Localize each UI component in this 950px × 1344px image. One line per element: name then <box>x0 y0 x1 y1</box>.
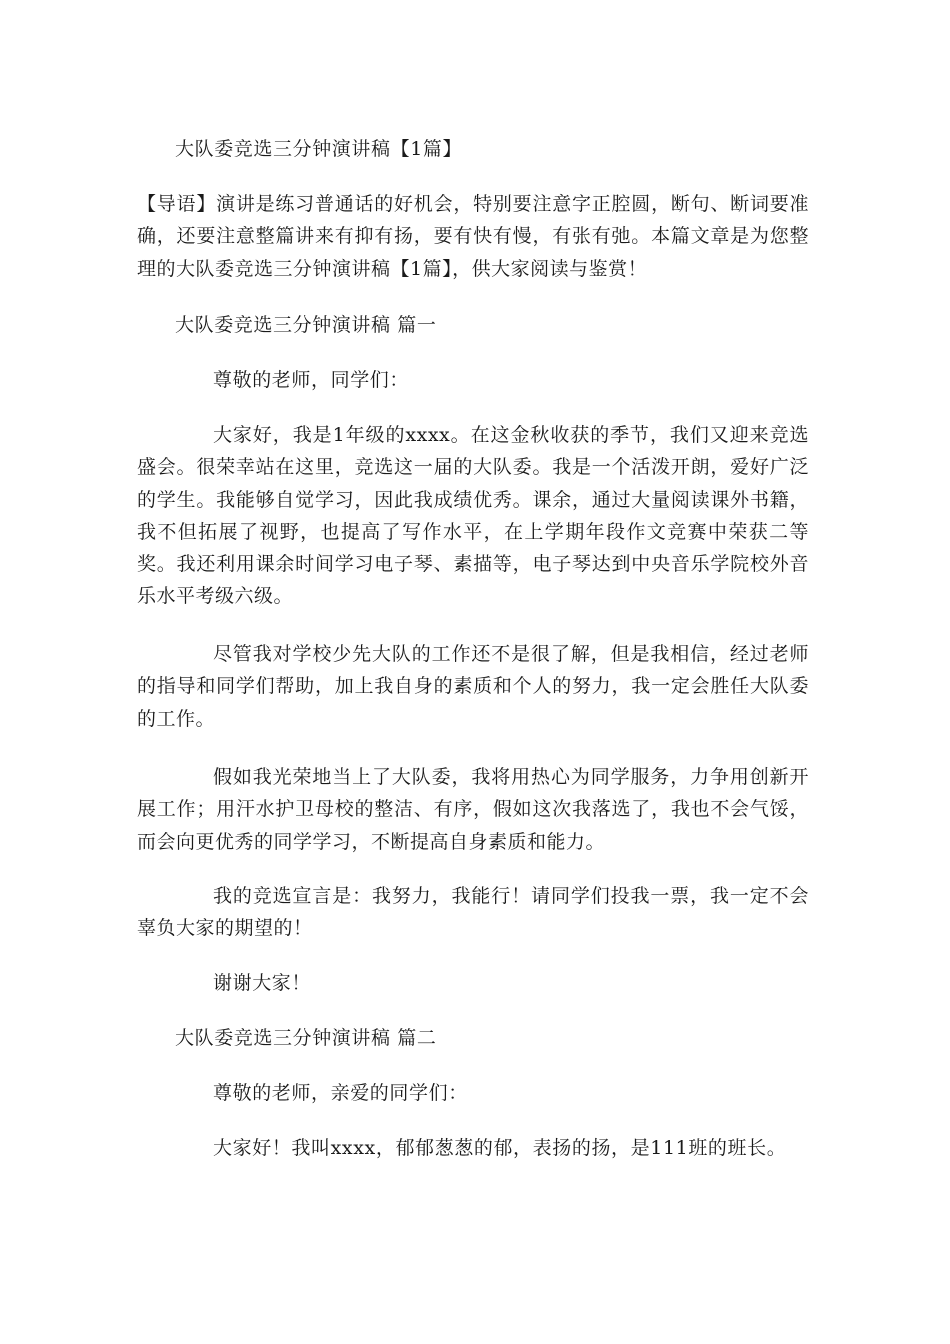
document-title: 大队委竞选三分钟演讲稿【1篇】 <box>175 138 463 160</box>
section-heading-1: 大队委竞选三分钟演讲稿 篇一 <box>175 314 437 336</box>
intro-paragraph: 【导语】演讲是练习普通话的好机会，特别要注意字正腔圆，断句、断词要准确，还要注意整篇讲来有抑有扬，要有快有慢，有张有弛。本篇文章是为您整理的大队委竞选三分钟演讲稿【1篇】，供大家阅读与鉴赏！ <box>137 193 809 280</box>
body-paragraph-3: 假如我光荣地当上了大队委，我将用热心为同学服务，力争用创新开展工作；用汗水护卫母校的整洁、有序，假如这次我落选了，我也不会气馁，而会向更优秀的同学学习，不断提高自身素质和能力。 <box>137 766 809 853</box>
body-paragraph-2: 尽管我对学校少先大队的工作还不是很了解，但是我相信，经过老师的指导和同学们帮助，加上我自身的素质和个人的努力，我一定会胜任大队委的工作。 <box>137 643 809 730</box>
salutation-2: 尊敬的老师，亲爱的同学们： <box>213 1082 468 1104</box>
closing-line: 谢谢大家！ <box>213 972 312 994</box>
body-paragraph-4: 我的竞选宣言是：我努力，我能行！请同学们投我一票，我一定不会辜负大家的期望的！ <box>137 885 809 940</box>
opening-line-2: 大家好！我叫xxxx，郁郁葱葱的郁，表扬的扬，是111班的班长。 <box>213 1137 787 1159</box>
section-heading-2: 大队委竞选三分钟演讲稿 篇二 <box>175 1027 437 1049</box>
salutation-1: 尊敬的老师，同学们： <box>213 369 410 391</box>
body-paragraph-1: 大家好，我是1年级的xxxx。在这金秋收获的季节，我们又迎来竞选盛会。很荣幸站在这里，竞选这一届的大队委。我是一个活泼开朗，爱好广泛的学生。我能够自觉学习，因此我成绩优秀。课余，通过大量阅读课外书籍，我不但拓展了视野，也提高了写作水平，在上学期年段作文竞赛中荣获二等奖。我还利用课余时间学习电子琴、素描等，电子琴达到中央音乐学院校外音乐水平考级六级。 <box>137 424 809 608</box>
